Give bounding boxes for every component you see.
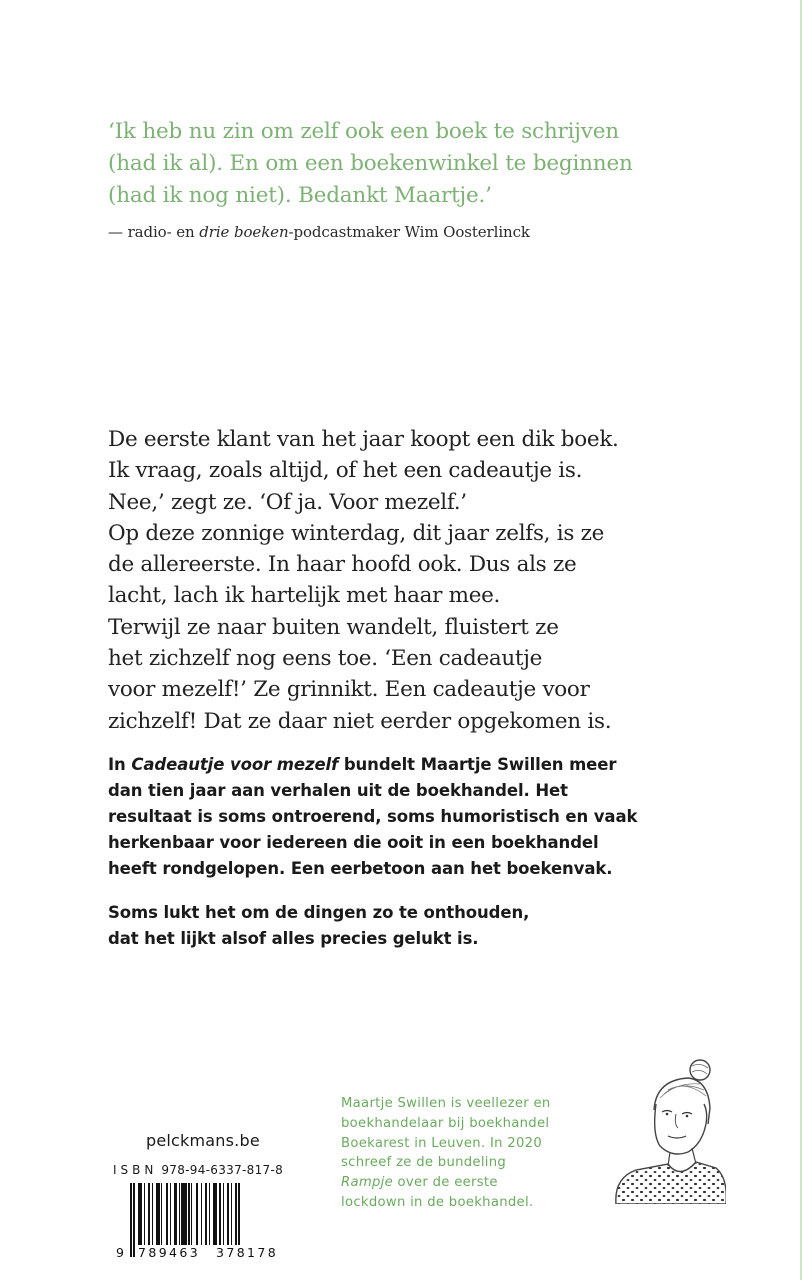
quote-line: (had ik nog niet). Bedankt Maartje.’ [108,183,492,208]
tagline [108,900,529,952]
excerpt-line: de allereerste. In haar hoofd ook. Dus als ze [108,552,577,578]
bio-line: Maartje Swillen is veellezer en [341,1096,551,1111]
book-excerpt [108,424,728,737]
quote-line: ‘Ik heb nu zin om zelf ook een boek te schrijven [108,119,619,144]
previous-book-title: Rampje [341,1175,394,1191]
blurb-prefix: In [108,755,132,774]
excerpt-line: voor mezelf!’ Ze grinnikt. Een cadeautje voor [108,677,590,703]
bio-line: boekhandelaar bij boekhandel [341,1115,550,1131]
tagline-line: dat het lijkt alsof alles precies gelukt is. [108,929,479,948]
bio-line-suffix: over de eerste [393,1175,498,1191]
attribution-suffix: -podcastmaker Wim Oosterlinck [288,223,530,241]
excerpt-line: het zichzelf nog eens toe. ‘Een cadeautje [108,646,543,672]
barcode-right-digits: 378178 [216,1245,279,1260]
excerpt-line: Nee,’ zegt ze. ‘Of ja. Voor mezelf.’ [108,489,467,515]
blurb-line [108,752,728,778]
excerpt-line: De eerste klant van het jaar koopt een dik boek. [108,427,619,452]
quote-line: (had ik al). En om een boekenwinkel te beginnen [108,151,633,176]
blurb-suffix: bundelt Maartje Swillen meer [338,755,617,774]
attribution-podcast-title: drie boeken [199,223,289,241]
barcode-left-digits: 789463 [138,1245,201,1260]
blurb-line: heeft rondgelopen. Een eerbetoon aan het boekenvak. [108,859,613,878]
excerpt-line: Ik vraag, zoals altijd, of het een cadeautje is. [108,458,583,484]
publisher-website: pelckmans.be [146,1131,260,1150]
quote-attribution [108,220,530,244]
excerpt-line: zichzelf! Dat ze daar niet eerder opgekomen is. [108,708,612,734]
tagline-line: Soms lukt het om de dingen zo te onthouden, [108,903,530,922]
bio-line: lockdown in de boekhandel. [341,1194,534,1210]
author-bio [341,1094,591,1213]
blurb-line: resultaat is soms ontroerend, soms humoristisch en vaak [108,807,638,826]
blurb-line: dan tien jaar aan verhalen uit de boekhandel. Het [108,781,568,800]
isbn-label [113,1163,283,1177]
isbn-number: 978-94-6337-817-8 [161,1163,284,1177]
bio-line: Boekarest in Leuven. In 2020 [341,1135,543,1151]
book-blurb [108,752,728,882]
attribution-prefix: — radio- en [108,223,200,241]
excerpt-line: Terwijl ze naar buiten wandelt, fluistert ze [108,614,559,640]
isbn-prefix: ISBN [113,1163,158,1177]
bio-line: schreef ze de bundeling [341,1155,507,1171]
excerpt-line: Op deze zonnige winterdag, dit jaar zelfs, is ze [108,520,605,546]
bio-line [341,1173,591,1193]
book-title: Cadeautje voor mezelf [131,755,339,774]
barcode-digits [115,1245,305,1261]
endorsement-quote [108,116,668,212]
barcode-first-digit: 9 [116,1245,127,1260]
excerpt-line: lacht, lach ik hartelijk met haar mee. [108,583,501,609]
blurb-line: herkenbaar voor iedereen die ooit in een boekhandel [108,833,599,852]
author-portrait-icon [576,1054,726,1204]
